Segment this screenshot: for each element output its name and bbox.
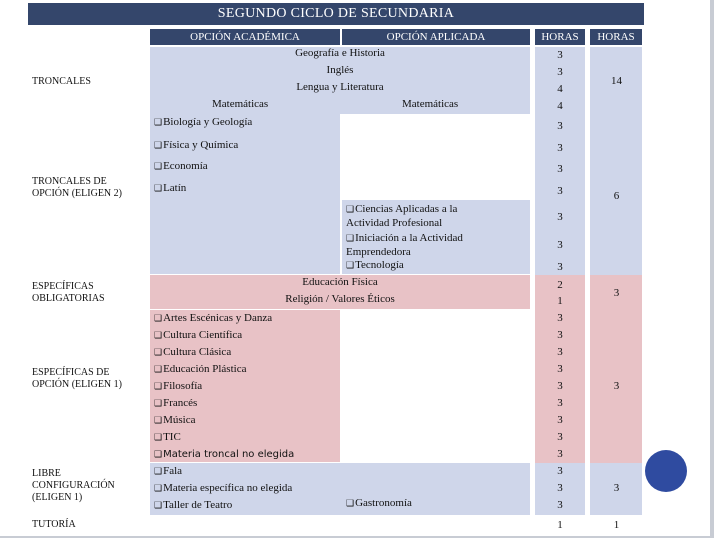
total-especificas: 3 bbox=[613, 380, 620, 392]
horas-2: 3 bbox=[557, 66, 563, 78]
header-aplicada: OPCIÓN APLICADA bbox=[342, 29, 530, 45]
libre-3: ❑Taller de Teatro bbox=[154, 499, 233, 511]
horas-4: 4 bbox=[557, 100, 563, 112]
horas-15: 3 bbox=[557, 329, 563, 341]
libre-aplicada: ❑Gastronomía bbox=[346, 497, 412, 509]
header-horas-2: HORAS bbox=[590, 29, 642, 45]
label-especificas-opcion: ESPECÍFICAS DE OPCIÓN (ELIGEN 1) bbox=[32, 367, 122, 390]
opcion-academica-1: ❑Biología y Geología bbox=[154, 116, 253, 128]
horas-13: 1 bbox=[557, 295, 563, 307]
label-especificas-obligatorias: ESPECÍFICAS OBLIGATORIAS bbox=[32, 281, 105, 304]
horas-1: 3 bbox=[557, 49, 563, 61]
especifica-3: ❑Cultura Clásica bbox=[154, 346, 232, 358]
obligatoria-1: Educación Física bbox=[302, 276, 378, 288]
page-title: SEGUNDO CICLO DE SECUNDARIA bbox=[28, 3, 644, 25]
horas-20: 3 bbox=[557, 414, 563, 426]
horas-19: 3 bbox=[557, 397, 563, 409]
especifica-1: ❑Artes Escénicas y Danza bbox=[154, 312, 273, 324]
especifica-2: ❑Cultura Científica bbox=[154, 329, 243, 341]
troncal-2: Inglés bbox=[326, 64, 354, 76]
horas-12: 2 bbox=[557, 279, 563, 291]
horas-16: 3 bbox=[557, 346, 563, 358]
horas-5: 3 bbox=[557, 120, 563, 132]
label-troncales-opcion: TRONCALES DE OPCIÓN (ELIGEN 2) bbox=[32, 176, 122, 199]
header-horas-1: HORAS bbox=[535, 29, 585, 45]
horas-18: 3 bbox=[557, 380, 563, 392]
horas-14: 3 bbox=[557, 312, 563, 324]
horas-11: 3 bbox=[557, 261, 563, 273]
troncal-3: Lengua y Literatura bbox=[296, 81, 384, 93]
libre-1: ❑Fala bbox=[154, 465, 183, 477]
opcion-academica-3: ❑Economía bbox=[154, 160, 208, 172]
total-obligatorias: 3 bbox=[613, 287, 620, 299]
especifica-6: ❑Francés bbox=[154, 397, 198, 409]
horas-6: 3 bbox=[557, 142, 563, 154]
header-academica: OPCIÓN ACADÉMICA bbox=[150, 29, 340, 45]
decorative-circle bbox=[645, 450, 687, 492]
horas-21: 3 bbox=[557, 431, 563, 443]
horas-9: 3 bbox=[557, 211, 563, 223]
horas-22: 3 bbox=[557, 448, 563, 460]
horas-7: 3 bbox=[557, 163, 563, 175]
especifica-4: ❑Educación Plástica bbox=[154, 363, 247, 375]
label-libre: LIBRE CONFIGURACIÓN (ELIGEN 1) bbox=[32, 468, 115, 503]
especifica-7: ❑Música bbox=[154, 414, 196, 426]
opcion-academica-4: ❑Latín bbox=[154, 182, 187, 194]
label-tutoria: TUTORÍA bbox=[32, 519, 76, 530]
opcion-academica-2: ❑Física y Química bbox=[154, 139, 239, 151]
horas-3: 4 bbox=[557, 83, 563, 95]
matematicas-aplicada: Matemáticas bbox=[402, 98, 459, 110]
total-troncales: 14 bbox=[611, 75, 622, 87]
matematicas-academica: Matemáticas bbox=[212, 98, 269, 110]
total-opcion: 6 bbox=[613, 190, 620, 202]
opcion-aplicada-1: ❑Ciencias Aplicadas a la Actividad Profesional bbox=[346, 203, 458, 229]
total-libre: 3 bbox=[613, 482, 620, 494]
troncal-1: Geografía e Historia bbox=[295, 47, 385, 59]
horas-10: 3 bbox=[557, 239, 563, 251]
especifica-5: ❑Filosofía bbox=[154, 380, 203, 392]
especifica-8: ❑TIC bbox=[154, 431, 181, 443]
horas-25: 3 bbox=[557, 499, 563, 511]
especifica-9: ❑Materia troncal no elegida bbox=[154, 449, 295, 460]
opcion-aplicada-2: ❑Iniciación a la Actividad Emprendedora bbox=[346, 232, 463, 258]
horas-23: 3 bbox=[557, 465, 563, 477]
horas-8: 3 bbox=[557, 185, 563, 197]
horas-24: 3 bbox=[557, 482, 563, 494]
horas-26: 1 bbox=[557, 519, 563, 531]
obligatoria-2: Religión / Valores Éticos bbox=[285, 293, 395, 305]
total-tutoria: 1 bbox=[613, 519, 620, 531]
libre-2: ❑Materia específica no elegida bbox=[154, 482, 293, 494]
horas-17: 3 bbox=[557, 363, 563, 375]
label-troncales: TRONCALES bbox=[32, 76, 91, 87]
opcion-aplicada-3: ❑Tecnología bbox=[346, 259, 404, 271]
totales-pink-block bbox=[590, 275, 642, 463]
